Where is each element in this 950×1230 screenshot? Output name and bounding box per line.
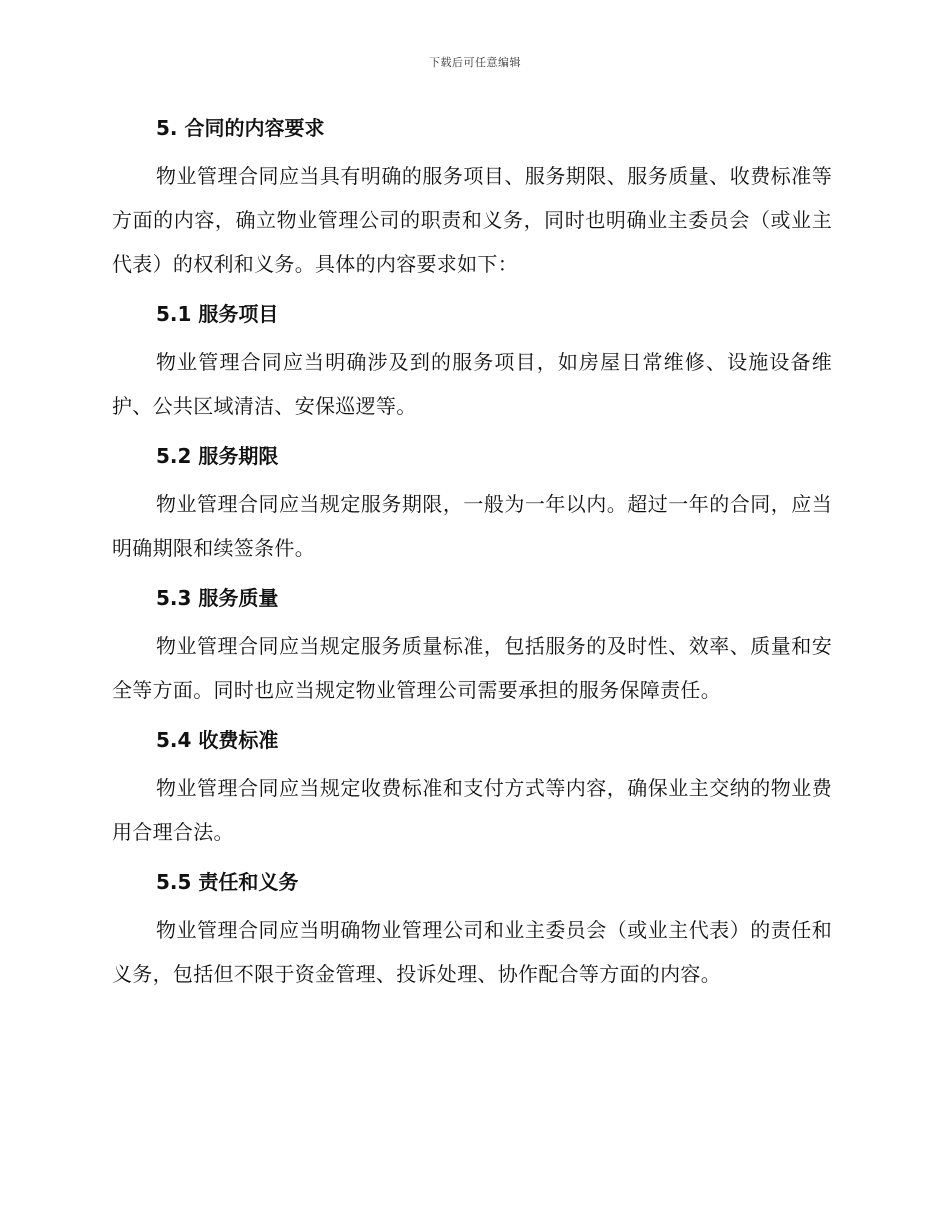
subsection-title: 5.3 服务质量 [156, 586, 279, 610]
subsection-title: 5.2 服务期限 [156, 444, 279, 468]
subsection-paragraph: 物业管理合同应当规定收费标准和支付方式等内容，确保业主交纳的物业费用合理合法。 [112, 776, 832, 844]
subsection-5-3 [112, 580, 832, 712]
subsection-5-5 [112, 864, 832, 996]
subsection-paragraph: 物业管理合同应当规定服务质量标准，包括服务的及时性、效率、质量和安全等方面。同时也应当规定物业管理公司需要承担的服务保障责任。 [112, 634, 832, 702]
section-5 [112, 110, 832, 286]
section-title: 5. 合同的内容要求 [156, 116, 325, 140]
subsection-5-2 [112, 438, 832, 570]
subsection-title: 5.4 收费标准 [156, 728, 279, 752]
subsection-paragraph: 物业管理合同应当明确物业管理公司和业主委员会（或业主代表）的责任和义务，包括但不限于资金管理、投诉处理、协作配合等方面的内容。 [112, 918, 832, 986]
subsection-title: 5.5 责任和义务 [156, 870, 299, 894]
subsection-5-4 [112, 722, 832, 854]
header-note: 下载后可任意编辑 [429, 56, 521, 69]
section-intro-paragraph: 物业管理合同应当具有明确的服务项目、服务期限、服务质量、收费标准等方面的内容，确立物业管理公司的职责和义务，同时也明确业主委员会（或业主代表）的权利和义务。具体的内容要求如下： [112, 164, 832, 276]
subsection-title: 5.1 服务项目 [156, 302, 279, 326]
subsection-5-1 [112, 296, 832, 428]
document-body [112, 110, 832, 1006]
subsection-paragraph: 物业管理合同应当规定服务期限，一般为一年以内。超过一年的合同，应当明确期限和续签条件。 [112, 492, 832, 560]
subsection-paragraph: 物业管理合同应当明确涉及到的服务项目，如房屋日常维修、设施设备维护、公共区域清洁、安保巡逻等。 [112, 350, 832, 418]
